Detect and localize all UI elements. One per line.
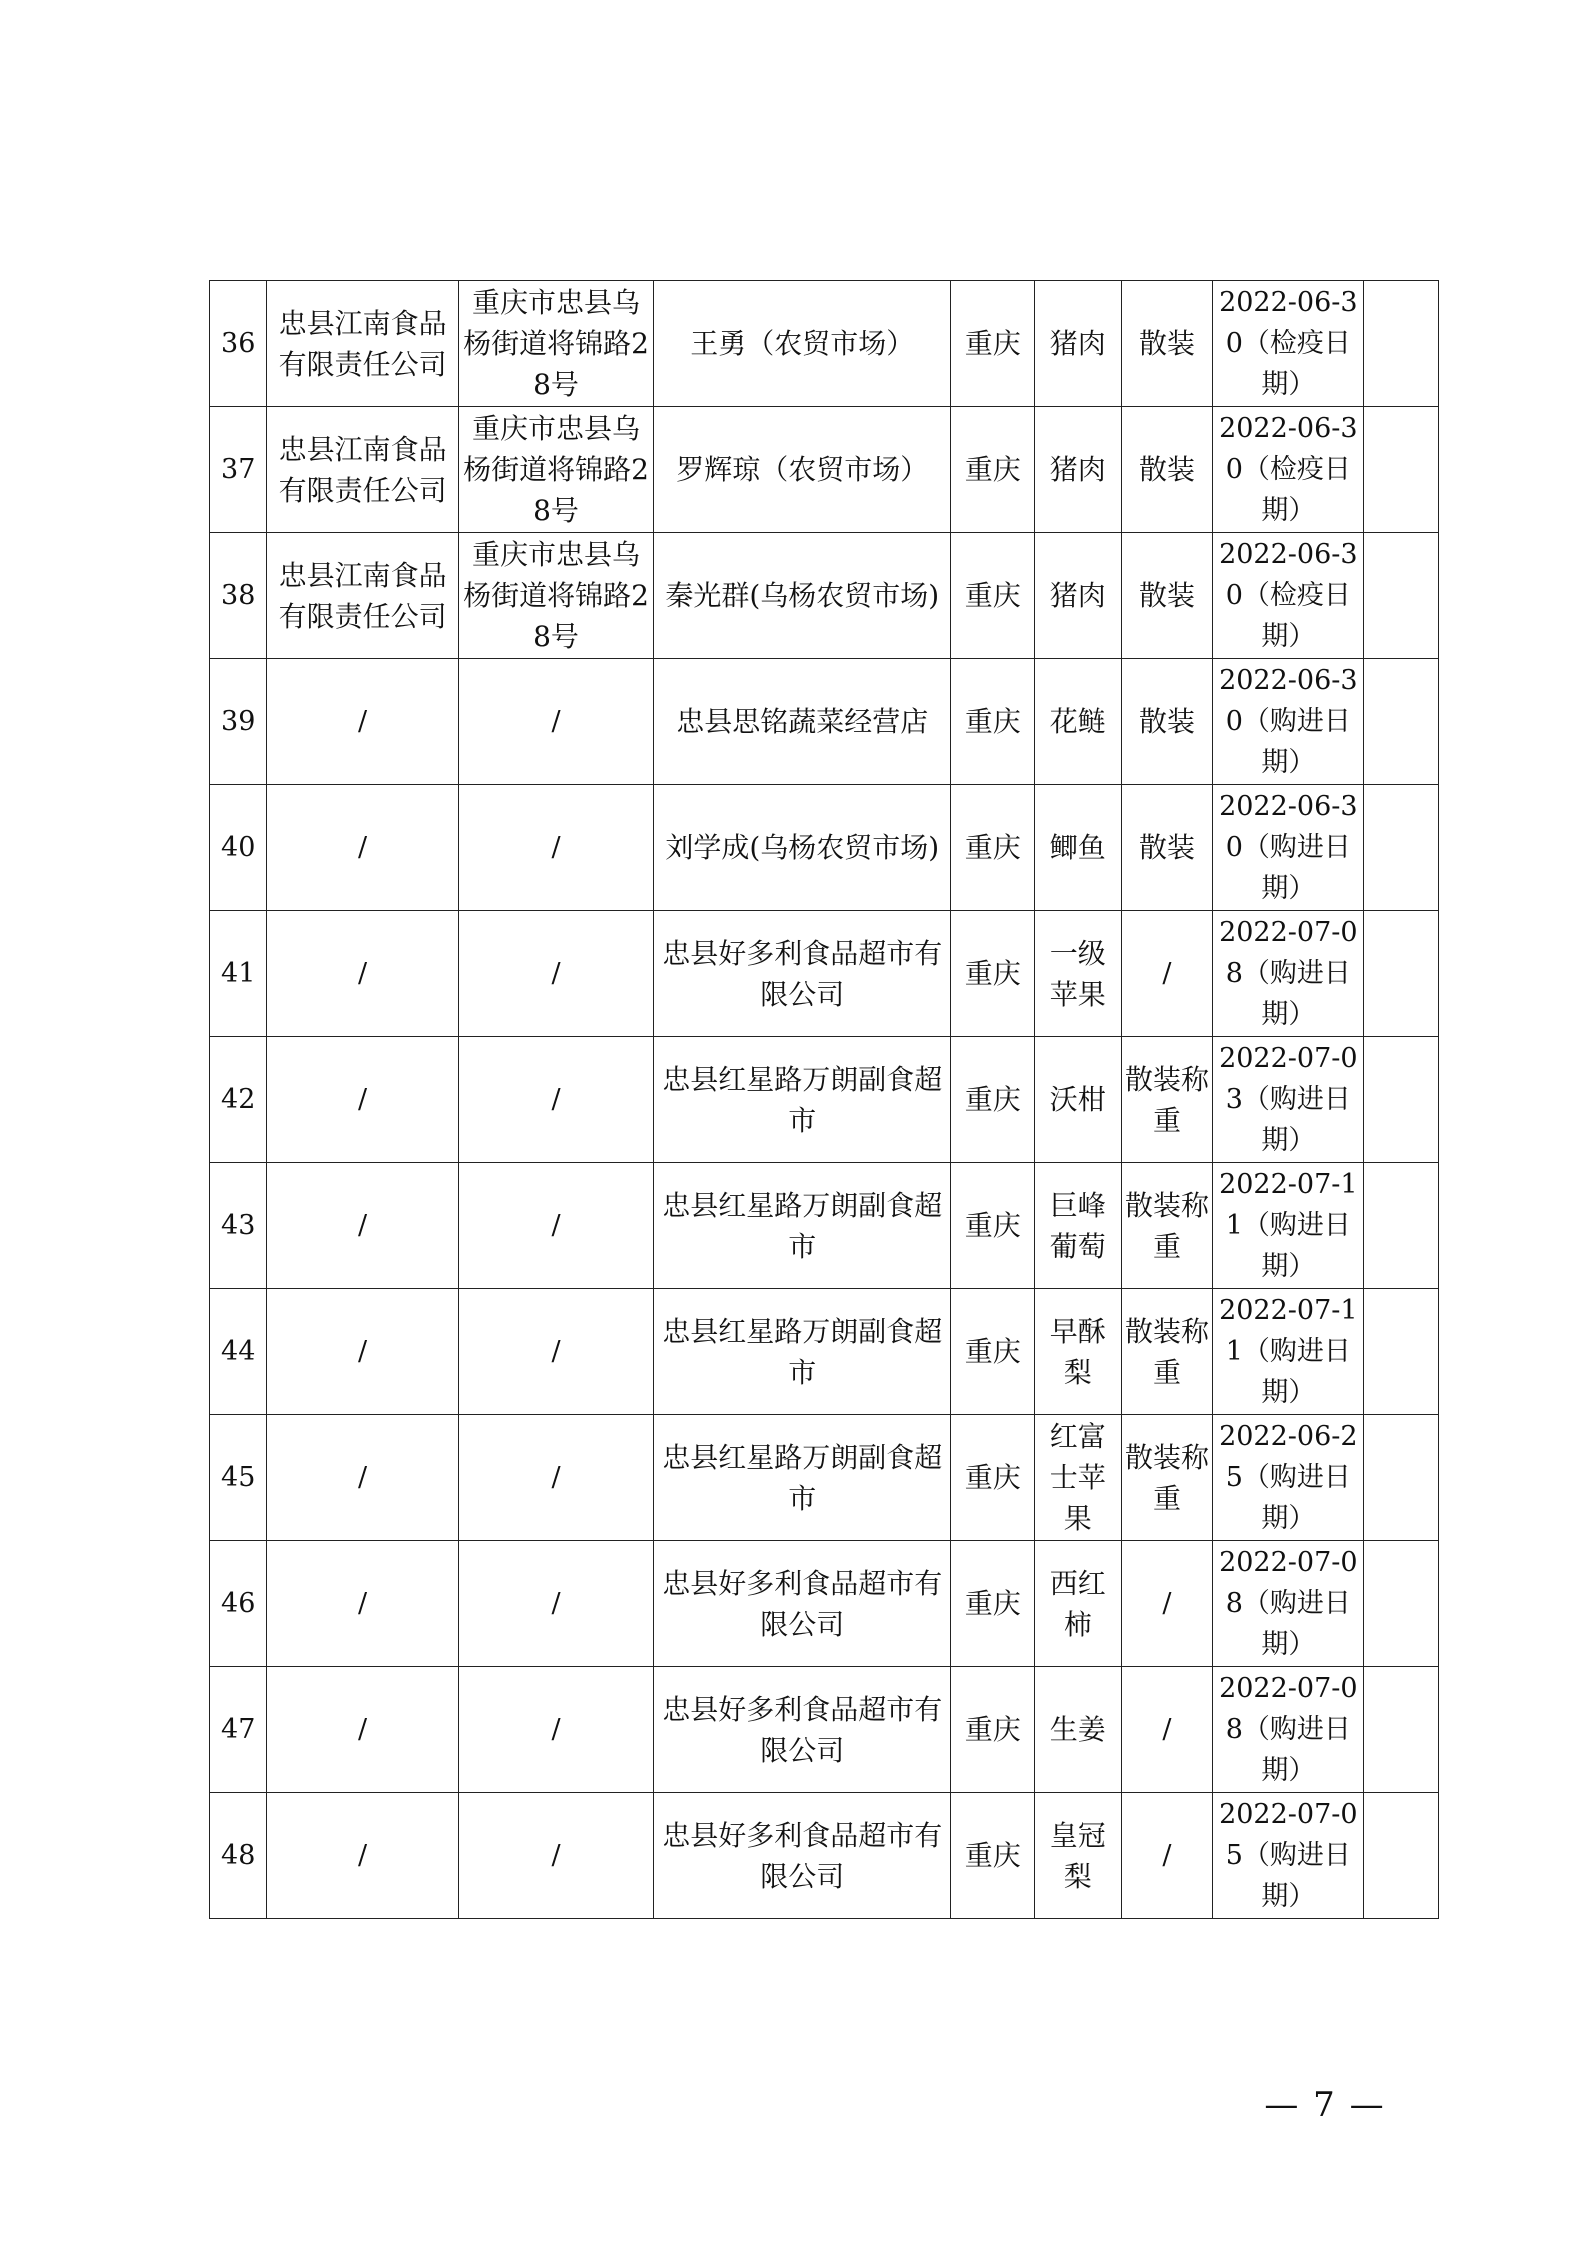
table-row — [210, 785, 1439, 911]
specification-cell: 散装 — [1121, 407, 1213, 533]
table-row — [210, 1541, 1439, 1667]
table-row — [210, 659, 1439, 785]
seller-province-cell: 重庆 — [951, 911, 1035, 1037]
seller-province-cell: 重庆 — [951, 1289, 1035, 1415]
producer-address-cell: / — [458, 1793, 653, 1919]
remark-cell — [1364, 1037, 1439, 1163]
producer-address-cell: / — [458, 1415, 653, 1541]
remark-cell — [1364, 1415, 1439, 1541]
sample-name-cell: 花鲢 — [1035, 659, 1122, 785]
producer-address-cell: 重庆市忠县乌杨街道将锦路28号 — [458, 407, 653, 533]
row-number-cell: 47 — [210, 1667, 267, 1793]
sample-name-cell: 西红柿 — [1035, 1541, 1122, 1667]
table-row — [210, 1793, 1439, 1919]
producer-address-cell: / — [458, 1541, 653, 1667]
production-date-cell: 2022-07-11（购进日期） — [1213, 1289, 1364, 1415]
table-row — [210, 533, 1439, 659]
production-date-cell: 2022-07-03（购进日期） — [1213, 1037, 1364, 1163]
table-row — [210, 1037, 1439, 1163]
sample-name-cell: 红富士苹果 — [1035, 1415, 1122, 1541]
specification-cell: / — [1121, 1793, 1213, 1919]
specification-cell: 散装 — [1121, 281, 1213, 407]
producer-address-cell: / — [458, 1163, 653, 1289]
seller-cell: 忠县红星路万朗副食超市 — [654, 1037, 951, 1163]
sample-name-cell: 生姜 — [1035, 1667, 1122, 1793]
specification-cell: 散装 — [1121, 659, 1213, 785]
seller-province-cell: 重庆 — [951, 407, 1035, 533]
specification-cell: / — [1121, 1667, 1213, 1793]
seller-cell: 忠县红星路万朗副食超市 — [654, 1415, 951, 1541]
producer-cell: 忠县江南食品有限责任公司 — [267, 533, 458, 659]
row-number-cell: 46 — [210, 1541, 267, 1667]
row-number-cell: 45 — [210, 1415, 267, 1541]
remark-cell — [1364, 659, 1439, 785]
producer-cell: 忠县江南食品有限责任公司 — [267, 407, 458, 533]
row-number-cell: 39 — [210, 659, 267, 785]
seller-cell: 忠县红星路万朗副食超市 — [654, 1289, 951, 1415]
seller-province-cell: 重庆 — [951, 281, 1035, 407]
table-row — [210, 1163, 1439, 1289]
remark-cell — [1364, 407, 1439, 533]
row-number-cell: 44 — [210, 1289, 267, 1415]
specification-cell: 散装 — [1121, 533, 1213, 659]
row-number-cell: 40 — [210, 785, 267, 911]
seller-province-cell: 重庆 — [951, 1793, 1035, 1919]
remark-cell — [1364, 281, 1439, 407]
specification-cell: 散装称重 — [1121, 1415, 1213, 1541]
sample-name-cell: 沃柑 — [1035, 1037, 1122, 1163]
producer-cell: / — [267, 911, 458, 1037]
producer-cell: / — [267, 1541, 458, 1667]
specification-cell: 散装称重 — [1121, 1163, 1213, 1289]
seller-cell: 忠县思铭蔬菜经营店 — [654, 659, 951, 785]
seller-cell: 忠县好多利食品超市有限公司 — [654, 1793, 951, 1919]
seller-province-cell: 重庆 — [951, 1163, 1035, 1289]
sample-name-cell: 猪肉 — [1035, 281, 1122, 407]
production-date-cell: 2022-06-30（检疫日期） — [1213, 281, 1364, 407]
producer-cell: / — [267, 659, 458, 785]
producer-cell: 忠县江南食品有限责任公司 — [267, 281, 458, 407]
row-number-cell: 38 — [210, 533, 267, 659]
producer-address-cell: / — [458, 1667, 653, 1793]
row-number-cell: 43 — [210, 1163, 267, 1289]
seller-province-cell: 重庆 — [951, 533, 1035, 659]
seller-cell: 忠县好多利食品超市有限公司 — [654, 911, 951, 1037]
row-number-cell: 42 — [210, 1037, 267, 1163]
remark-cell — [1364, 533, 1439, 659]
row-number-cell: 41 — [210, 911, 267, 1037]
seller-province-cell: 重庆 — [951, 785, 1035, 911]
producer-address-cell: / — [458, 1037, 653, 1163]
row-number-cell: 37 — [210, 407, 267, 533]
production-date-cell: 2022-07-08（购进日期） — [1213, 1667, 1364, 1793]
remark-cell — [1364, 1793, 1439, 1919]
seller-province-cell: 重庆 — [951, 1037, 1035, 1163]
table-row — [210, 911, 1439, 1037]
table-body — [210, 281, 1439, 1919]
specification-cell: 散装称重 — [1121, 1037, 1213, 1163]
production-date-cell: 2022-07-11（购进日期） — [1213, 1163, 1364, 1289]
producer-address-cell: / — [458, 785, 653, 911]
sample-name-cell: 猪肉 — [1035, 407, 1122, 533]
table-row — [210, 1289, 1439, 1415]
production-date-cell: 2022-06-30（购进日期） — [1213, 659, 1364, 785]
producer-cell: / — [267, 1289, 458, 1415]
producer-cell: / — [267, 1667, 458, 1793]
sample-name-cell: 巨峰葡萄 — [1035, 1163, 1122, 1289]
remark-cell — [1364, 785, 1439, 911]
table-row — [210, 407, 1439, 533]
production-date-cell: 2022-07-05（购进日期） — [1213, 1793, 1364, 1919]
seller-province-cell: 重庆 — [951, 1415, 1035, 1541]
producer-cell: / — [267, 1793, 458, 1919]
sample-name-cell: 鲫鱼 — [1035, 785, 1122, 911]
production-date-cell: 2022-06-30（检疫日期） — [1213, 533, 1364, 659]
remark-cell — [1364, 911, 1439, 1037]
sample-name-cell: 早酥梨 — [1035, 1289, 1122, 1415]
row-number-cell: 36 — [210, 281, 267, 407]
sample-name-cell: 一级苹果 — [1035, 911, 1122, 1037]
producer-cell: / — [267, 785, 458, 911]
sample-name-cell: 猪肉 — [1035, 533, 1122, 659]
producer-cell: / — [267, 1163, 458, 1289]
specification-cell: 散装 — [1121, 785, 1213, 911]
seller-province-cell: 重庆 — [951, 659, 1035, 785]
specification-cell: / — [1121, 911, 1213, 1037]
producer-address-cell: / — [458, 911, 653, 1037]
row-number-cell: 48 — [210, 1793, 267, 1919]
producer-address-cell: / — [458, 1289, 653, 1415]
seller-cell: 忠县好多利食品超市有限公司 — [654, 1667, 951, 1793]
seller-province-cell: 重庆 — [951, 1667, 1035, 1793]
table-row — [210, 1667, 1439, 1793]
seller-cell: 刘学成(乌杨农贸市场) — [654, 785, 951, 911]
producer-cell: / — [267, 1415, 458, 1541]
table-row — [210, 281, 1439, 407]
remark-cell — [1364, 1541, 1439, 1667]
production-date-cell: 2022-06-25（购进日期） — [1213, 1415, 1364, 1541]
page-number: — 7 — — [1264, 2085, 1386, 2125]
sampling-results-table — [209, 280, 1439, 1919]
seller-cell: 王勇（农贸市场） — [654, 281, 951, 407]
seller-cell: 罗辉琼（农贸市场） — [654, 407, 951, 533]
seller-cell: 忠县好多利食品超市有限公司 — [654, 1541, 951, 1667]
specification-cell: / — [1121, 1541, 1213, 1667]
remark-cell — [1364, 1289, 1439, 1415]
production-date-cell: 2022-07-08（购进日期） — [1213, 911, 1364, 1037]
seller-cell: 秦光群(乌杨农贸市场) — [654, 533, 951, 659]
sample-name-cell: 皇冠梨 — [1035, 1793, 1122, 1919]
remark-cell — [1364, 1163, 1439, 1289]
producer-address-cell: 重庆市忠县乌杨街道将锦路28号 — [458, 533, 653, 659]
production-date-cell: 2022-06-30（检疫日期） — [1213, 407, 1364, 533]
specification-cell: 散装称重 — [1121, 1289, 1213, 1415]
table-row — [210, 1415, 1439, 1541]
production-date-cell: 2022-07-08（购进日期） — [1213, 1541, 1364, 1667]
production-date-cell: 2022-06-30（购进日期） — [1213, 785, 1364, 911]
producer-cell: / — [267, 1037, 458, 1163]
remark-cell — [1364, 1667, 1439, 1793]
producer-address-cell: / — [458, 659, 653, 785]
seller-province-cell: 重庆 — [951, 1541, 1035, 1667]
producer-address-cell: 重庆市忠县乌杨街道将锦路28号 — [458, 281, 653, 407]
seller-cell: 忠县红星路万朗副食超市 — [654, 1163, 951, 1289]
